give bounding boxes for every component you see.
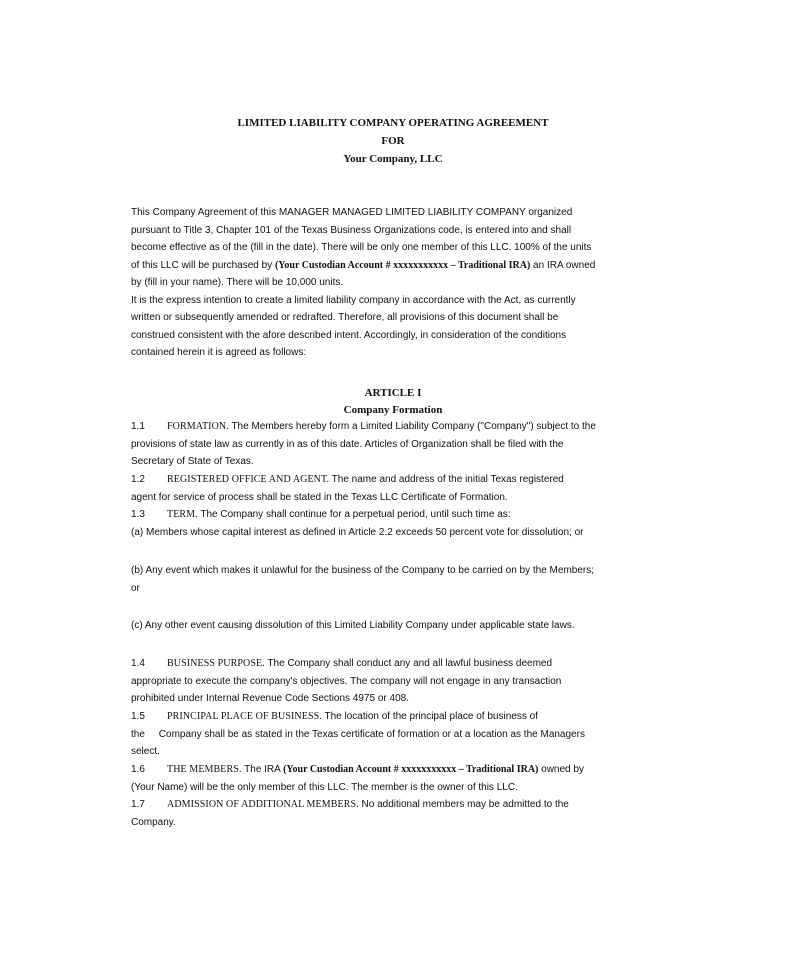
section-1-2 — [131, 471, 661, 506]
intro-text: of this LLC will be purchased by — [131, 259, 275, 271]
intro-line: This Company Agreement of this MANAGER MANAGED LIMITED LIABILITY COMPANY organized — [131, 207, 573, 218]
document-title: LIMITED LIABILITY COMPANY OPERATING AGREEMENT — [237, 117, 549, 129]
custodian-account-placeholder: (Your Custodian Account # xxxxxxxxxxx – Traditional IRA) — [274, 259, 531, 271]
section-line — [131, 418, 661, 436]
section-heading: ADMISSION OF ADDITIONAL MEMBERS. — [167, 799, 359, 810]
company-name: Your Company, LLC — [343, 153, 443, 165]
section-line: appropriate to execute the company's objectives. The company will not engage in any transaction — [131, 675, 562, 687]
section-text: The Members hereby form a Limited Liability Company ("Company") subject to the — [228, 421, 596, 432]
section-number: 1.2 — [131, 474, 145, 485]
section-heading: REGISTERED OFFICE AND AGENT. — [167, 474, 330, 485]
section-heading: THE MEMBERS. — [167, 764, 242, 775]
section-heading: FORMATION. — [167, 421, 229, 432]
document-title-for: FOR — [381, 135, 405, 147]
intro-line: pursuant to Title 3, Chapter 101 of the Texas Business Organizations code, is entered into and shall — [131, 224, 572, 236]
section-number: 1.1 — [131, 421, 145, 432]
section-text: The location of the principal place of business of — [321, 711, 538, 722]
section-line: (Your Name) will be the only member of this LLC. The member is the owner of this LLC. — [131, 781, 518, 793]
intro-line: contained herein it is agreed as follows: — [131, 347, 307, 358]
term-condition-b — [131, 562, 661, 597]
section-line: (b) Any event which makes it unlawful for the business of the Company to be carried on by the Members; — [131, 565, 595, 576]
article-subtitle: Company Formation — [343, 404, 443, 416]
section-1-7 — [131, 796, 661, 831]
intro-text: an IRA owned — [530, 259, 596, 271]
intro-paragraph — [131, 204, 661, 362]
section-number: 1.5 — [131, 711, 145, 722]
section-line: agent for service of process shall be stated in the Texas LLC Certificate of Formation. — [131, 491, 508, 503]
section-1-6 — [131, 761, 661, 796]
section-line: provisions of state law as currently in as of this date. Articles of Organization shall be filed with the — [131, 438, 564, 450]
intro-line: construed consistent with the afore described intent. Accordingly, in consideration of the conditions — [131, 329, 567, 341]
section-text: The IRA — [241, 764, 284, 775]
term-condition-a: (a) Members whose capital interest as defined in Article 2.2 exceeds 50 percent vote for dissolution; or — [131, 526, 584, 538]
section-text: owned by — [538, 764, 584, 775]
section-line: prohibited under Internal Revenue Code Sections 4975 or 408. — [131, 693, 409, 704]
section-line: (c) Any other event causing dissolution of this Limited Liability Company under applicable state laws. — [131, 620, 575, 631]
section-line: select. — [131, 746, 160, 757]
section-heading: TERM. — [167, 509, 198, 520]
section-line: Company. — [131, 816, 176, 828]
intro-line: written or subsequently amended or redrafted. Therefore, all provisions of this document shall be — [131, 312, 559, 323]
section-text: The Company shall continue for a perpetual period, until such time as: — [197, 509, 511, 520]
section-line: Secretary of State of Texas. — [131, 456, 254, 467]
section-heading: PRINCIPAL PLACE OF BUSINESS. — [167, 711, 322, 722]
section-number: 1.3 — [131, 509, 145, 520]
section-1-1 — [131, 418, 661, 471]
section-text: No additional members may be admitted to the — [358, 799, 569, 810]
section-1-4 — [131, 655, 661, 708]
section-text: The Company shall conduct any and all lawful business deemed — [264, 658, 553, 669]
section-1-5 — [131, 708, 661, 761]
intro-line: by (fill in your name). There will be 10,000 units. — [131, 277, 344, 288]
section-number: 1.4 — [131, 658, 145, 669]
section-heading: BUSINESS PURPOSE. — [167, 658, 265, 669]
article-title: ARTICLE I — [364, 387, 422, 399]
section-1-3 — [131, 506, 661, 541]
section-number: 1.6 — [131, 764, 145, 775]
section-text: The name and address of the initial Texas registered — [329, 474, 564, 485]
section-line — [131, 471, 661, 489]
section-line: the Company shall be as stated in the Texas certificate of formation or at a location as the Managers — [131, 728, 585, 740]
section-line — [131, 708, 661, 726]
section-number: 1.7 — [131, 799, 145, 810]
section-line — [131, 761, 661, 779]
term-condition-c — [131, 617, 661, 635]
section-line — [131, 655, 661, 673]
intro-line: become effective as of the (fill in the date). There will be only one member of this LLC. 100% of the units — [131, 242, 592, 253]
intro-line — [131, 257, 661, 275]
intro-line: It is the express intention to create a limited liability company in accordance with the Act, as currently — [131, 294, 576, 306]
section-line — [131, 796, 661, 814]
section-line: or — [131, 582, 140, 594]
section-line — [131, 506, 661, 524]
custodian-account-placeholder: (Your Custodian Account # xxxxxxxxxxx – Traditional IRA) — [283, 764, 539, 775]
